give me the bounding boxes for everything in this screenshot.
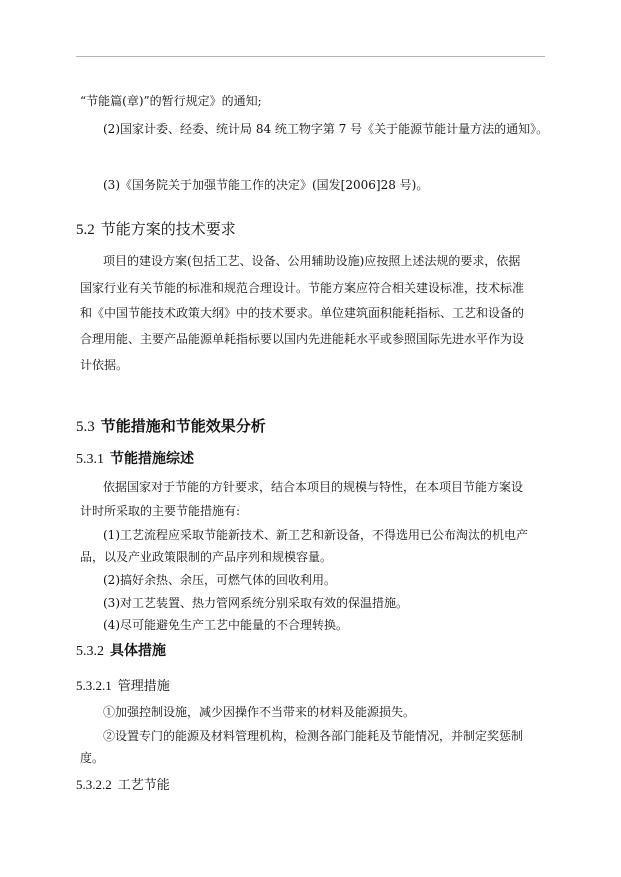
section-title: 管理措施: [117, 679, 170, 694]
section-title: 工艺节能: [117, 778, 170, 793]
section-heading-5-3-1: [76, 450, 194, 469]
section-heading-5-3-2-2: [76, 776, 170, 794]
section-title: 节能措施和节能效果分析: [100, 417, 266, 435]
section-number: 5.3.1: [76, 452, 104, 467]
section-number: 5.3: [76, 419, 95, 435]
section-title: 具体措施: [110, 643, 166, 659]
paragraph-line: 和《中国节能技术政策大纲》中的技术要求。单位建筑面积能耗指标、工艺和设备的: [80, 306, 525, 320]
list-item: (4)尽可能避免生产工艺中能量的不合理转换。: [103, 618, 348, 632]
list-item: 度。: [80, 751, 105, 765]
text-line: (3)《国务院关于加强节能工作的决定》(国发[2006]28 号)。: [103, 178, 429, 192]
paragraph-line: 项目的建设方案(包括工艺、设备、公用辅助设施)应按照上述法规的要求，依据: [103, 254, 521, 268]
section-heading-5-3: [76, 416, 266, 437]
paragraph-line: 计依据。: [80, 358, 129, 372]
list-item: (1)工艺流程应采取节能新技术、新工艺和新设备，不得选用已公布淘汰的机电产: [103, 528, 529, 542]
section-title: 节能措施综述: [110, 451, 194, 467]
section-heading-5-3-2: [76, 642, 166, 661]
list-item: (3)对工艺装置、热力管网系统分别采取有效的保温措施。: [103, 596, 409, 610]
list-item: ①加强控制设施，减少因操作不当带来的材料及能源损失。: [103, 705, 416, 719]
section-number: 5.3.2.1: [76, 678, 112, 693]
paragraph-line: 国家行业有关节能的标准和规范合理设计。节能方案应符合相关建设标准，技术标准: [80, 281, 525, 295]
section-heading-5-2: [76, 219, 236, 240]
section-heading-5-3-2-1: [76, 677, 170, 695]
list-item: 品，以及产业政策限制的产品序列和规模容量。: [80, 550, 333, 564]
section-title: 节能方案的技术要求: [100, 220, 236, 238]
list-item: ②设置专门的能源及材料管理机构，检测各部门能耗及节能情况，并制定奖惩制: [103, 729, 524, 743]
text-line: “节能篇(章)”的暂行规定》的通知;: [80, 94, 262, 108]
section-number: 5.3.2: [76, 644, 104, 659]
paragraph-line: 合理用能、主要产品能源单耗指标要以国内先进能耗水平或参照国际先进水平作为设: [80, 332, 525, 346]
section-number: 5.2: [76, 222, 95, 238]
text-line: (2)国家计委、经委、统计局 84 统工物字第 7 号《关于能源节能计量方法的通知》。: [103, 122, 549, 136]
section-number: 5.3.2.2: [76, 777, 112, 792]
paragraph-line: 依据国家对于节能的方针要求，结合本项目的规模与特性，在本项目节能方案设: [103, 480, 524, 494]
paragraph-line: 计时所采取的主要节能措施有:: [80, 504, 241, 518]
header-rule: [76, 56, 545, 57]
list-item: (2)搞好余热、余压，可燃气体的回收利用。: [103, 573, 336, 587]
